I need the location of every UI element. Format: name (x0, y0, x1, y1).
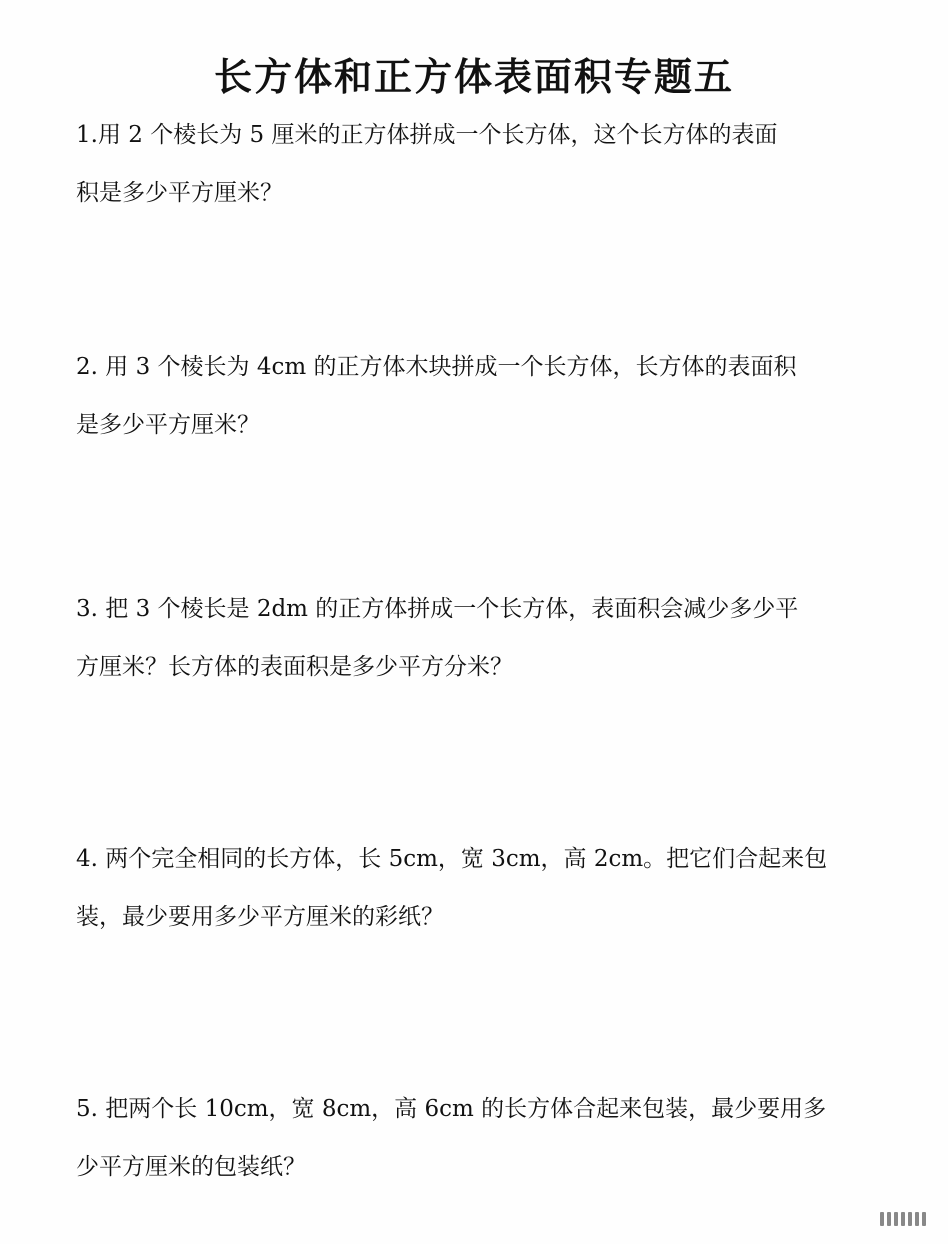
page-title: 长方体和正方体表面积专题五 (213, 55, 734, 99)
watermark (880, 1212, 926, 1226)
question-4: 4. 两个完全相同的长方体，长 5cm，宽 3cm，高 2cm。把它们合起来包 装，最少要用多少平方厘米的彩纸？ (76, 846, 828, 930)
question-1: 1.用 2 个棱长为 5 厘米的正方体拼成一个长方体，这个长方体的表面 积是多少平方厘米？ (76, 122, 778, 206)
question-2: 2. 用 3 个棱长为 4cm 的正方体木块拼成一个长方体，长方体的表面积 是多少平方厘米？ (76, 354, 797, 438)
signal-bars-icon (880, 1212, 926, 1226)
question-3: 3. 把 3 个棱长是 2dm 的正方体拼成一个长方体，表面积会减少多少平 方厘米？长方体的表面积是多少平方分米？ (76, 596, 799, 680)
question-5: 5. 把两个长 10cm，宽 8cm，高 6cm 的长方体合起来包装，最少要用多 少平方厘米的包装纸？ (76, 1096, 827, 1180)
